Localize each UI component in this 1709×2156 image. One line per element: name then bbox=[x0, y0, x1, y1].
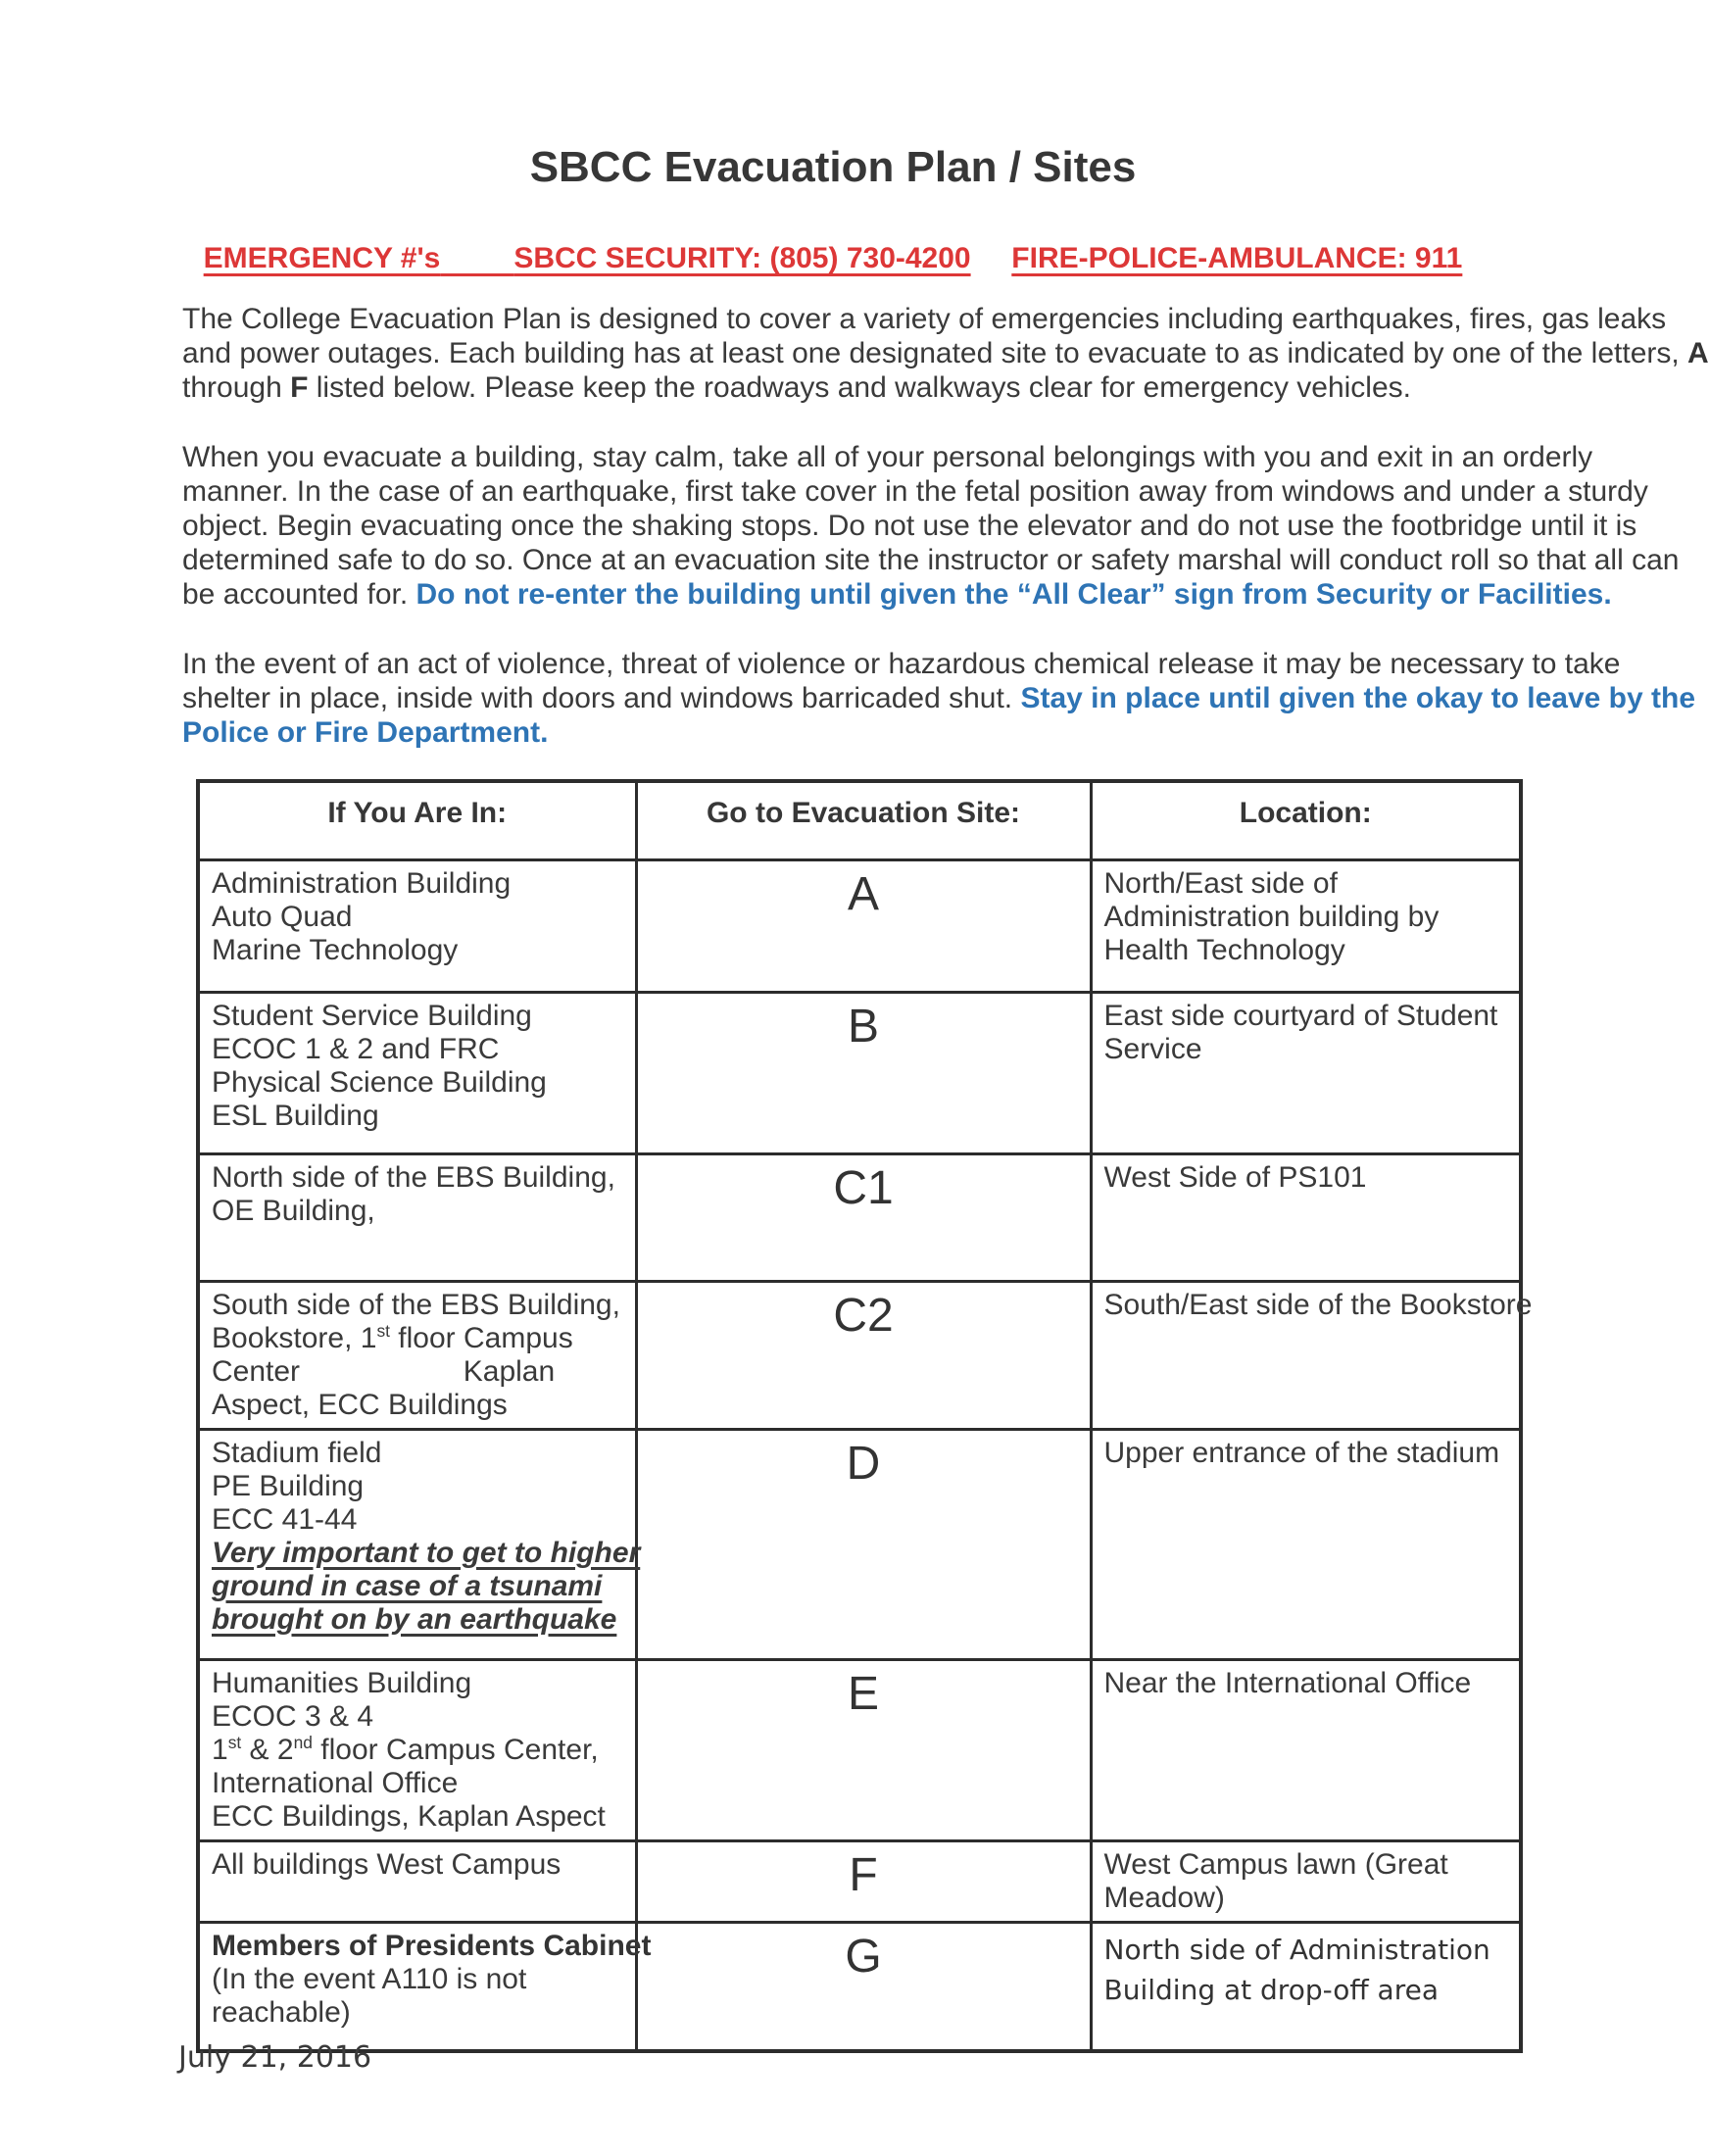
evac-row-G bbox=[198, 1922, 1521, 2051]
site-letter-cell: C2 bbox=[636, 1281, 1091, 1429]
location-cell bbox=[1091, 859, 1521, 992]
buildings-cell bbox=[198, 1840, 636, 1922]
evac-row-F bbox=[198, 1840, 1521, 1922]
spacer bbox=[971, 242, 1012, 274]
text-line: In the event of an act of violence, threat of violence or hazardous chemical release it may be necessary to take bbox=[182, 648, 1621, 680]
evac-row-C2 bbox=[198, 1281, 1521, 1429]
text-line: shelter in place, inside with doors and windows barricaded shut. Stay in place until given the okay to leave by the bbox=[182, 682, 1696, 714]
text-line: The College Evacuation Plan is designed to cover a variety of emergencies including earthquakes, fires, gas leaks bbox=[182, 303, 1667, 335]
buildings-cell bbox=[198, 1281, 636, 1429]
text-line: North/East side of bbox=[1103, 866, 1338, 900]
evac-row-A bbox=[198, 859, 1521, 992]
text-line: North side of Administration bbox=[1103, 1933, 1490, 1966]
header-if-you-are-in: If You Are In: bbox=[198, 781, 636, 859]
fire-police-phone: FIRE-POLICE-AMBULANCE: 911 bbox=[1011, 242, 1463, 274]
evac-row-E bbox=[198, 1659, 1521, 1840]
evacuation-sites-table bbox=[196, 779, 1533, 2053]
buildings-cell bbox=[198, 992, 636, 1153]
text-line: Upper entrance of the stadium bbox=[1103, 1436, 1500, 1469]
header-location: Location: bbox=[1091, 781, 1521, 859]
text-line: Service bbox=[1103, 1032, 1202, 1065]
page-title: SBCC Evacuation Plan / Sites bbox=[529, 143, 1137, 191]
text-line: (In the event A110 is not bbox=[212, 1962, 527, 1995]
text-line: When you evacuate a building, stay calm, take all of your personal belongings with you and exit in an orderly bbox=[182, 441, 1593, 473]
text-line: ECC Buildings, Kaplan Aspect bbox=[212, 1799, 606, 1833]
evac-row-D bbox=[198, 1429, 1521, 1659]
text-line: All buildings West Campus bbox=[212, 1847, 562, 1881]
emergency-label: EMERGENCY #'s bbox=[203, 242, 441, 274]
text-line: Auto Quad bbox=[212, 900, 353, 933]
text-line: ECC 41-44 bbox=[212, 1502, 358, 1536]
text-line: Stadium field bbox=[212, 1436, 382, 1469]
text-line: through F listed below. Please keep the roadways and walkways clear for emergency vehicles. bbox=[182, 371, 1411, 404]
buildings-cell bbox=[198, 1659, 636, 1840]
text-line: Center Kaplan bbox=[212, 1354, 556, 1388]
header-go-to-site: Go to Evacuation Site: bbox=[636, 781, 1091, 859]
site-letter-cell: G bbox=[636, 1922, 1091, 2051]
text-line: North side of the EBS Building, bbox=[212, 1160, 615, 1194]
text-line: Health Technology bbox=[1103, 933, 1345, 966]
text-line: brought on by an earthquake bbox=[212, 1602, 617, 1636]
evac-row-B bbox=[198, 992, 1521, 1153]
text-line: South/East side of the Bookstore bbox=[1103, 1288, 1533, 1321]
text-line: and power outages. Each building has at least one designated site to evacuate to as indicated by one of the letters, A bbox=[182, 337, 1709, 369]
text-line: Near the International Office bbox=[1103, 1666, 1472, 1699]
text-line: South side of the EBS Building, bbox=[212, 1288, 620, 1321]
intro-paragraph bbox=[182, 302, 1709, 405]
location-cell bbox=[1091, 1429, 1521, 1659]
emergency-heading bbox=[0, 242, 1666, 275]
text-line: West Side of PS101 bbox=[1103, 1160, 1367, 1194]
text-line: object. Begin evacuating once the shaking stops. Do not use the elevator and do not use the footbridge until it is bbox=[182, 510, 1637, 542]
text-line: Meadow) bbox=[1103, 1881, 1225, 1914]
footer-date: July 21, 2016 bbox=[178, 2040, 372, 2075]
text-line: manner. In the case of an earthquake, first take cover in the fetal position away from windows and under a sturdy bbox=[182, 475, 1648, 508]
buildings-cell bbox=[198, 1153, 636, 1281]
location-cell bbox=[1091, 992, 1521, 1153]
buildings-cell bbox=[198, 1922, 652, 2051]
text-line: West Campus lawn (Great bbox=[1103, 1847, 1448, 1881]
text-line: PE Building bbox=[212, 1469, 365, 1502]
text-line: be accounted for. Do not re-enter the building until given the “All Clear” sign from Security or Facilities. bbox=[182, 578, 1612, 611]
site-letter-cell: E bbox=[636, 1659, 1091, 1840]
buildings-cell bbox=[198, 1429, 641, 1659]
text-line: Marine Technology bbox=[212, 933, 459, 966]
text-line: OE Building, bbox=[212, 1194, 375, 1227]
text-line: Administration building by bbox=[1103, 900, 1440, 933]
site-letter-cell: F bbox=[636, 1840, 1091, 1922]
location-cell bbox=[1091, 1281, 1533, 1429]
text-line: Building at drop-off area bbox=[1103, 1973, 1439, 2006]
location-cell bbox=[1091, 1922, 1521, 2051]
location-cell bbox=[1091, 1153, 1521, 1281]
text-line: Members of Presidents Cabinet bbox=[212, 1929, 652, 1962]
text-line: ground in case of a tsunami bbox=[212, 1569, 603, 1602]
text-line: reachable) bbox=[212, 1995, 351, 2029]
buildings-cell bbox=[198, 859, 636, 992]
location-cell bbox=[1091, 1659, 1521, 1840]
shelter-in-place-paragraph bbox=[182, 647, 1696, 750]
text-line: Student Service Building bbox=[212, 999, 532, 1032]
text-line: Administration Building bbox=[212, 866, 512, 900]
site-letter-cell: A bbox=[636, 859, 1091, 992]
text-line: Police or Fire Department. bbox=[182, 716, 549, 749]
text-line: 1st & 2nd floor Campus Center, bbox=[212, 1732, 599, 1766]
text-line: ECOC 3 & 4 bbox=[212, 1699, 374, 1733]
security-phone: SBCC SECURITY: (805) 730-4200 bbox=[513, 242, 971, 274]
text-line: Humanities Building bbox=[212, 1666, 472, 1699]
site-letter-cell: C1 bbox=[636, 1153, 1091, 1281]
site-letter-cell: B bbox=[636, 992, 1091, 1153]
table-header-row bbox=[198, 781, 1521, 859]
text-line: Bookstore, 1st floor Campus bbox=[212, 1320, 573, 1354]
text-line: Physical Science Building bbox=[212, 1065, 547, 1099]
text-line: ESL Building bbox=[212, 1099, 379, 1132]
spacer bbox=[440, 242, 513, 274]
text-line: East side courtyard of Student bbox=[1103, 999, 1498, 1032]
text-line: Aspect, ECC Buildings bbox=[212, 1388, 508, 1421]
site-letter-cell: D bbox=[636, 1429, 1091, 1659]
evac-row-C1 bbox=[198, 1153, 1521, 1281]
text-line: determined safe to do so. Once at an evacuation site the instructor or safety marshal will conduct roll so that all can bbox=[182, 544, 1680, 576]
location-cell bbox=[1091, 1840, 1521, 1922]
text-line: International Office bbox=[212, 1766, 459, 1799]
evacuation-procedure-paragraph bbox=[182, 440, 1680, 612]
text-line: ECOC 1 & 2 and FRC bbox=[212, 1032, 500, 1065]
text-line: Very important to get to higher bbox=[212, 1536, 641, 1569]
